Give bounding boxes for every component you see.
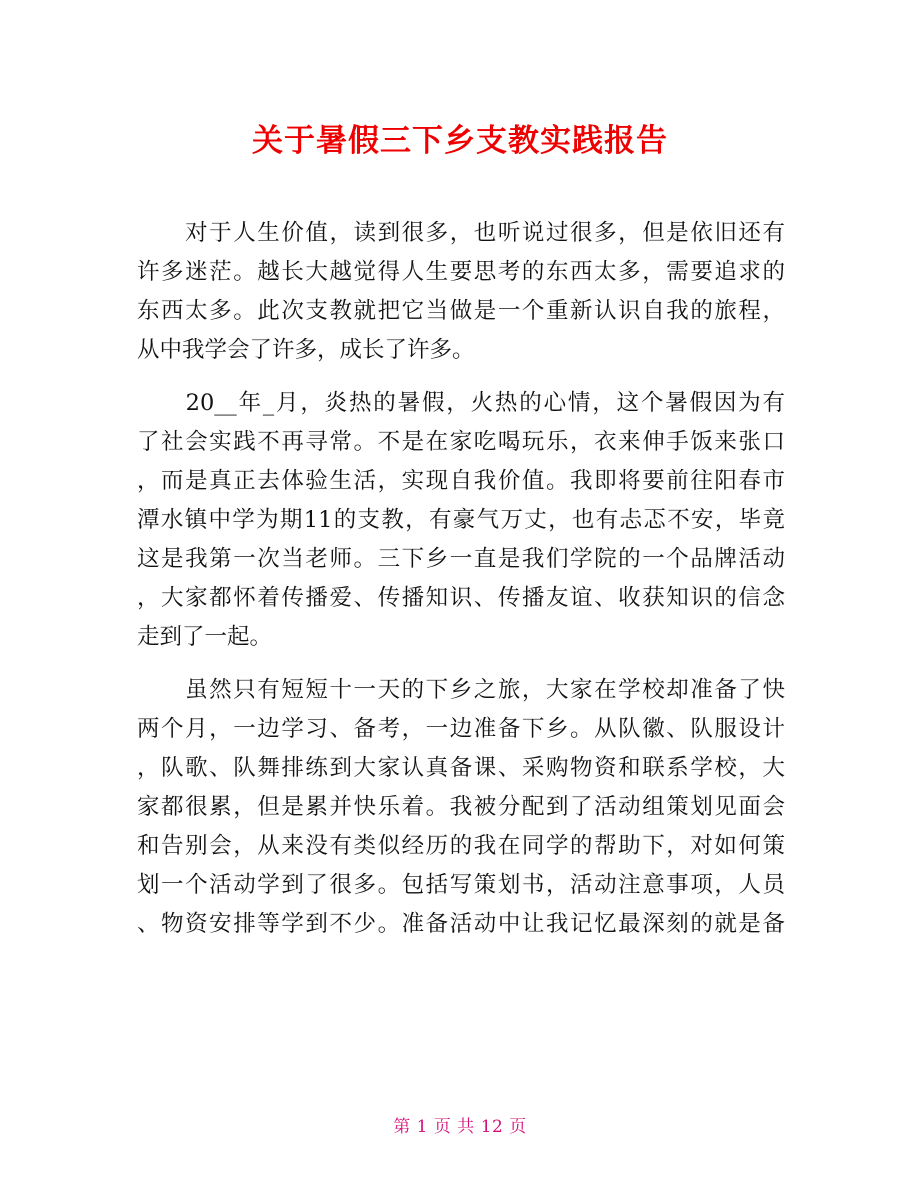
text-line: 、物资安排等学到不少。准备活动中让我记忆最深刻的就是备 [137, 911, 785, 937]
text-line: 20__年_月，炎热的暑假，火热的心情，这个暑假因为有 [137, 390, 785, 416]
page-number-footer: 第 1 页 共 12 页 [393, 1117, 527, 1137]
text-line: 东西太多。此次支教就把它当做是一个重新认识自我的旅程， [137, 298, 785, 324]
text-line: 和告别会，从来没有类似经历的我在同学的帮助下，对如何策 [137, 833, 785, 859]
document-title: 关于暑假三下乡支教实践报告 [252, 123, 668, 159]
text-line: 这是我第一次当老师。三下乡一直是我们学院的一个品牌活动 [137, 546, 785, 572]
text-line: 两个月，一边学习、备考，一边准备下乡。从队徽、队服设计 [137, 716, 785, 742]
text-line: 了社会实践不再寻常。不是在家吃喝玩乐，衣来伸手饭来张口 [137, 429, 785, 455]
paragraph-1 [137, 214, 785, 370]
text-line: 对于人生价值，读到很多，也听说过很多，但是依旧还有 [137, 220, 785, 246]
text-line: 走到了一起。 [137, 624, 273, 650]
text-line: 许多迷茫。越长大越觉得人生要思考的东西太多，需要追求的 [137, 259, 785, 285]
text-line: ，而是真正去体验生活，实现自我价值。我即将要前往阳春市 [137, 468, 785, 494]
text-line: 潭水镇中学为期11的支教，有豪气万丈，也有忐忑不安，毕竟 [137, 507, 785, 533]
text-line: 家都很累，但是累并快乐着。我被分配到了活动组策划见面会 [137, 794, 785, 820]
text-line: ，大家都怀着传播爱、传播知识、传播友谊、收获知识的信念 [137, 585, 785, 611]
text-line: ，队歌、队舞排练到大家认真备课、采购物资和联系学校，大 [137, 755, 785, 781]
text-line: 从中我学会了许多，成长了许多。 [137, 337, 475, 363]
text-line: 划一个活动学到了很多。包括写策划书，活动注意事项，人员 [137, 872, 785, 898]
text-line: 虽然只有短短十一天的下乡之旅，大家在学校却准备了快 [137, 677, 785, 703]
paragraph-3 [137, 671, 785, 944]
paragraph-2 [137, 384, 785, 657]
document-body [137, 214, 785, 944]
